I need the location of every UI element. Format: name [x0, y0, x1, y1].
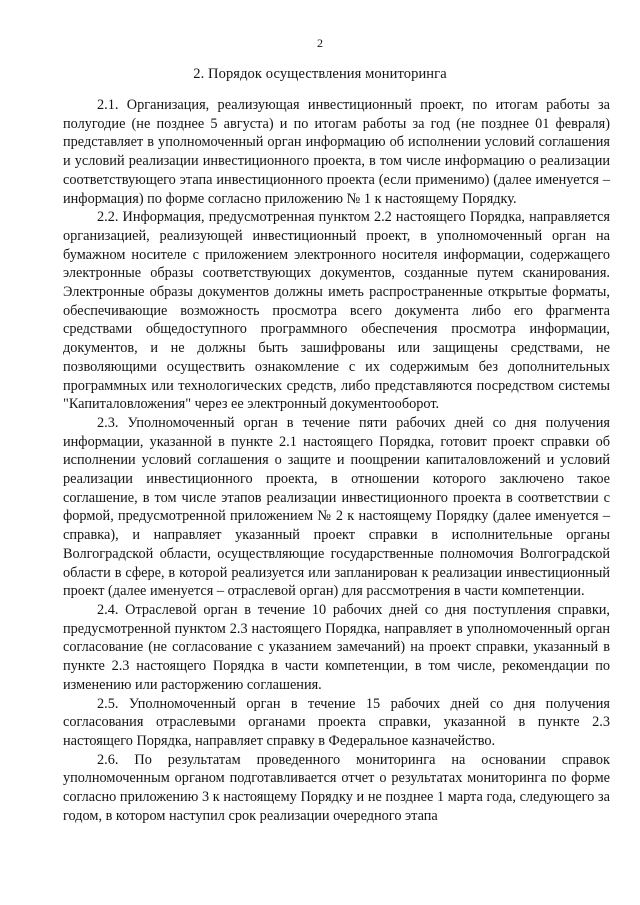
- paragraph-2-6: 2.6. По результатам проведенного мониторинга на основании справок уполномоченным органом подготавливается отчет о результатах мониторинга по форме согласно приложению 3 к настоящему Порядку и не позднее 1 марта года, следующего за годом, в котором наступил срок реализации очередного этапа: [63, 751, 610, 824]
- paragraph-2-4: 2.4. Отраслевой орган в течение 10 рабочих дней со дня поступления справки, предусмотренной пунктом 2.3 настоящего Порядка, направляет в уполномоченный орган согласование (не согласование с указанием замечаний) на проект справки, указанный в пункте 2.3 настоящего Порядка в части компетенции, в том числе, рекомендации по изменению или расторжению соглашения.: [63, 601, 610, 693]
- document-body: [63, 96, 610, 825]
- paragraph-2-1: 2.1. Организация, реализующая инвестиционный проект, по итогам работы за полугодие (не позднее 5 августа) и по итогам работы за год (не позднее 01 февраля) представляет в уполномоченный орган информацию об исполнении условий соглашения и условий реализации инвестиционного проекта, в том числе информацию о реализации соответствующего этапа инвестиционного проекта (если применимо) (далее именуется – информация) по форме согласно приложению № 1 к настоящему Порядку.: [63, 97, 610, 207]
- page-number: 2: [317, 36, 323, 50]
- paragraph-2-3: 2.3. Уполномоченный орган в течение пяти рабочих дней со дня получения информации, указанной в пункте 2.1 настоящего Порядка, готовит проект справки об исполнении условий соглашения о защите и поощрении капиталовложений и условий реализации инвестиционного проекта, в отношении которого заключено такое соглашение, в том числе этапов реализации инвестиционного проекта в соответствии с формой, предусмотренной приложением № 2 к настоящему Порядку (далее именуется – справка), и направляет указанный проект справки в исполнительные органы Волгоградской области, осуществляющие государственные полномочия Волгоградской области в сфере, в которой реализуется или запланирован к реализации инвестиционный проект (далее именуется – отраслевой орган) для рассмотрения в части компетенции.: [63, 414, 610, 600]
- section-title: 2. Порядок осуществления мониторинга: [193, 66, 447, 82]
- paragraph-2-5: 2.5. Уполномоченный орган в течение 15 рабочих дней со дня получения согласования отраслевыми органами проекта справки, указанной в пункте 2.3 настоящего Порядка, направляет справку в Федеральное казначейство.: [63, 695, 610, 749]
- paragraph-2-2: 2.2. Информация, предусмотренная пунктом 2.2 настоящего Порядка, направляется организацией, реализующей инвестиционный проект, в уполномоченный орган на бумажном носителе с приложением электронного носителя информации, содержащего электронные образы соответствующих документов, созданные путем сканирования. Электронные образы документов должны иметь распространенные открытые форматы, обеспечивающие возможность просмотра всего документа либо его фрагмента средствами общедоступного программного обеспечения просмотра информации, документов, и не должны быть зашифрованы или защищены средствами, не позволяющими осуществить ознакомление с их содержимым без дополнительных программных или технологических средств, либо представляются посредством системы "Капиталовложения" через ее электронный документооборот.: [63, 209, 610, 413]
